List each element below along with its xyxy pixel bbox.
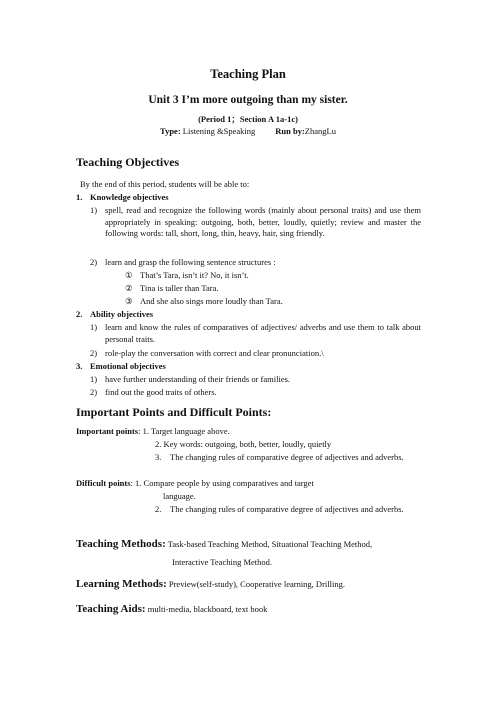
objectives-heading: Teaching Objectives — [76, 155, 180, 169]
knowledge-item2-num: 2) — [90, 257, 98, 267]
knowledge-title: Knowledge objectives — [90, 192, 169, 202]
teaching-aids-label: Teaching Aids: — [76, 603, 146, 615]
unit-title: Unit 3 I’m more outgoing than my sister. — [148, 94, 348, 106]
knowledge-item2-text: learn and grasp the following sentence structures : — [105, 257, 276, 267]
emotional-item2-num: 2) — [90, 387, 98, 397]
objectives-intro: By the end of this period, students will be able to: — [80, 179, 250, 189]
difficult-item-2-num: 2. — [155, 504, 162, 514]
type-label: Type: — [160, 126, 181, 136]
important-item-1: : 1. Target language above. — [138, 426, 230, 436]
sentence-2-mark: ② — [125, 283, 133, 293]
period-line: (Period 1；Section A 1a-1c) — [198, 114, 298, 124]
important-label: Important points — [76, 426, 139, 436]
ability-item2-text: role-play the conversation with correct and clear pronunciation.\ — [105, 348, 324, 358]
knowledge-num: 1. — [76, 192, 83, 202]
important-item-3 — [170, 452, 421, 464]
teaching-methods-label: Teaching Methods: — [76, 538, 166, 550]
learning-methods-line — [76, 574, 345, 592]
teaching-methods-text-2: Interactive Teaching Method. — [172, 557, 273, 567]
run-value: ZhangLu — [304, 126, 336, 136]
emotional-item2-text: find out the good traits of others. — [105, 387, 217, 397]
sentence-2-text: Tina is taller than Tara. — [140, 283, 219, 293]
teaching-methods-line — [76, 534, 372, 552]
document-title: Teaching Plan — [210, 67, 286, 81]
difficult-item-2 — [170, 504, 421, 516]
ability-item2-num: 2) — [90, 348, 98, 358]
ability-item1-text: learn and know the rules of comparatives of adjectives/ adverbs and use them to talk about personal traits. — [105, 322, 421, 344]
ability-item1-num: 1) — [90, 322, 98, 332]
run-label: Run by: — [275, 126, 305, 136]
sentence-3-text: And she also sings more loudly than Tara. — [140, 296, 283, 306]
ability-title: Ability objectives — [90, 309, 154, 319]
important-item-3-num: 3. — [155, 452, 162, 462]
difficult-line-1 — [76, 478, 314, 490]
ability-num: 2. — [76, 309, 83, 319]
knowledge-item1-text: spell, read and recognize the following words (mainly about personal traits) and use them appropriately in speaking: outgoing, both, better, loudly, quietly; review and master the following words: tall, short, long, thin, heavy, hair, sing friendly. — [105, 205, 421, 239]
emotional-item1-num: 1) — [90, 374, 98, 384]
sentence-3-mark: ③ — [125, 296, 133, 306]
teaching-aids-line — [76, 599, 267, 617]
important-line-1 — [76, 426, 230, 438]
type-runby-line — [0, 126, 496, 136]
difficult-item-1: : 1. Compare people by using comparatives and target — [130, 478, 314, 488]
teaching-methods-text-1: Task-based Teaching Method, Situational Teaching Method, — [165, 539, 373, 549]
sentence-1-text: That’s Tara, isn’t it? No, it isn’t. — [140, 270, 249, 280]
points-heading: Important Points and Difficult Points: — [76, 405, 272, 419]
learning-methods-label: Learning Methods: — [76, 578, 167, 590]
emotional-title: Emotional objectives — [90, 361, 166, 371]
knowledge-item1-num: 1) — [90, 205, 98, 215]
difficult-item-1-cont: language. — [163, 491, 196, 501]
type-value: Listening &Speaking — [180, 126, 256, 136]
important-item-3-text: The changing rules of comparative degree of adjectives and adverbs. — [170, 452, 404, 462]
important-item-2: 2. Key words: outgoing, both, better, loudly, quietly — [155, 439, 332, 449]
difficult-item-2-text: The changing rules of comparative degree of adjectives and adverbs. — [170, 504, 404, 514]
teaching-aids-text: multi-media, blackboard, text book — [145, 604, 268, 614]
learning-methods-text: Preview(self-study), Cooperative learning, Drilling. — [166, 579, 345, 589]
difficult-label: Difficult points — [76, 478, 131, 488]
emotional-item1-text: have further understanding of their friends or families. — [105, 374, 291, 384]
emotional-num: 3. — [76, 361, 83, 371]
sentence-1-mark: ① — [125, 270, 133, 280]
